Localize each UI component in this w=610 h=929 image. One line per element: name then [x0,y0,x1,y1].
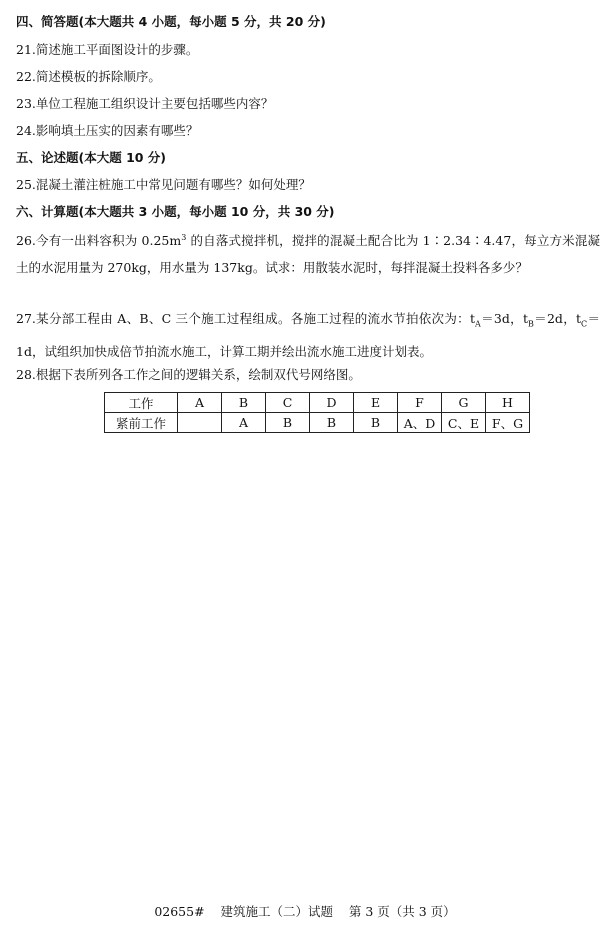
work-cell: D [310,393,354,413]
predecessor-cell: A [222,413,266,433]
section-6-heading: 六、计算题(本大题共 3 小题，每小题 10 分，共 30 分) [16,204,335,219]
work-relations-table [104,392,530,433]
question-26-text-b: 的自落式搅拌机，搅拌的混凝土配合比为 1∶2.34∶4.47，每立方米混凝土的水泥用量为 270kg，用水量为 137kg。试求：用散装水泥时，每拌混凝土投料各多少？ [16,233,600,276]
predecessor-row [105,413,530,433]
question-27-text-3: ＝2d，t [533,311,582,326]
work-cell: F [398,393,442,413]
question-26 [16,224,600,281]
question-24: 24.影响填土压实的因素有哪些？ [16,123,199,138]
predecessor-cell: B [266,413,310,433]
work-row [105,393,530,413]
predecessor-cell: C、E [442,413,486,433]
work-cell: E [354,393,398,413]
work-cell: G [442,393,486,413]
predecessor-header-cell: 紧前工作 [105,413,178,433]
predecessor-cell: B [354,413,398,433]
work-cell: A [178,393,222,413]
page-footer: 02655# 建筑施工（二）试题 第 3 页（共 3 页） [154,904,456,919]
predecessor-cell: B [310,413,354,433]
section-4-heading: 四、简答题(本大题共 4 小题，每小题 5 分，共 20 分) [16,14,326,29]
subscript-b: B [527,319,534,329]
question-26-text-a: 26.今有一出料容积为 0.25m [16,233,182,249]
subscript-c: C [581,319,588,329]
work-header-cell: 工作 [105,393,178,413]
question-23: 23.单位工程施工组织设计主要包括哪些内容？ [16,96,274,111]
question-28: 28.根据下表所列各工作之间的逻辑关系，绘制双代号网络图。 [16,367,361,382]
question-27-text-1: 27.某分部工程由 A、B、C 三个施工过程组成。各施工过程的流水节拍依次为：t [16,311,475,326]
work-cell: C [266,393,310,413]
work-cell: H [486,393,530,413]
predecessor-cell [178,413,222,433]
subscript-a: A [475,319,481,329]
cubic-superscript: 3 [181,233,187,242]
question-22: 22.简述模板的拆除顺序。 [16,69,161,84]
question-27-text-2: ＝3d，t [480,311,528,326]
question-21: 21.简述施工平面图设计的步骤。 [16,42,199,57]
work-cell: B [222,393,266,413]
question-25: 25.混凝土灌注桩施工中常见问题有哪些？如何处理？ [16,177,311,192]
question-27-text-4: ＝1d，试组织加快成倍节拍流水施工，计算工期并绘出流水施工进度计划表。 [16,311,600,359]
section-5-heading: 五、论述题(本大题 10 分) [16,150,167,165]
question-27 [16,305,600,365]
predecessor-cell: A、D [398,413,442,433]
predecessor-cell: F、G [486,413,530,433]
